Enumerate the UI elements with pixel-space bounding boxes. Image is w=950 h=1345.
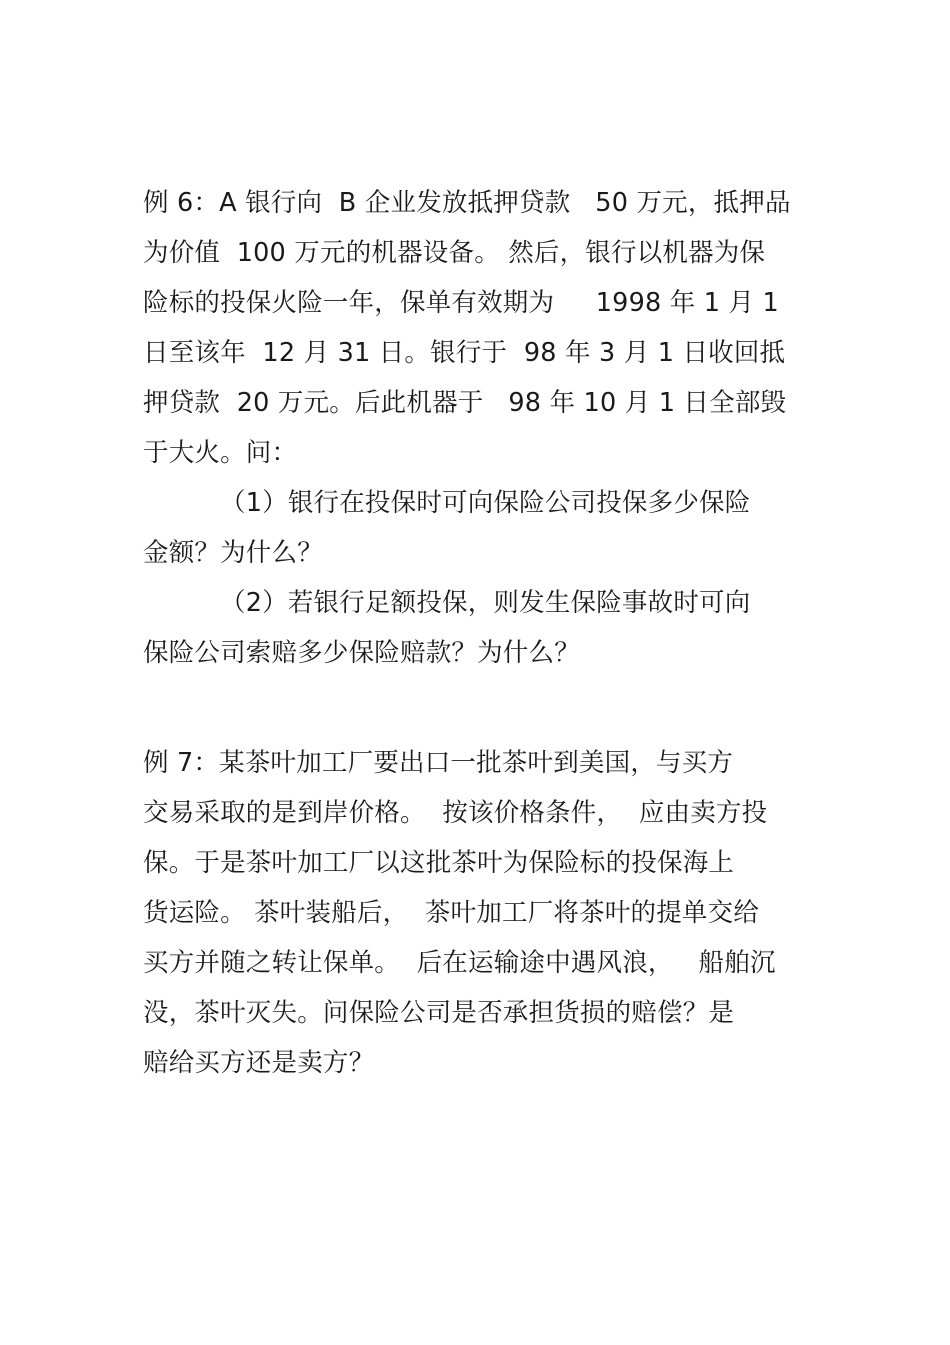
example-7-line-5: 买方并随之转让保单。 后在运输途中遇风浪， 船舶沉	[143, 948, 776, 978]
example-6-line-6: 于大火。问：	[143, 438, 298, 468]
example-6-line-3: 险标的投保火险一年，保单有效期为 1998 年 1 月 1	[143, 288, 779, 318]
example-6-line-10: 保险公司索赔多少保险赔款？为什么？	[143, 638, 580, 668]
example-6-line-5: 押贷款 20 万元。后此机器于 98 年 10 月 1 日全部毁	[143, 388, 787, 418]
example-6-line-2: 为价值 100 万元的机器设备。 然后，银行以机器为保	[143, 238, 766, 268]
example-7-line-4: 货运险。 茶叶装船后， 茶叶加工厂将茶叶的提单交给	[143, 898, 760, 928]
example-7-line-1: 例 7：某茶叶加工厂要出口一批茶叶到美国，与买方	[143, 748, 734, 778]
example-7-line-3: 保。于是茶叶加工厂以这批茶叶为保险标的投保海上	[143, 848, 735, 878]
example-7-line-2: 交易采取的是到岸价格。 按该价格条件， 应由卖方投	[143, 798, 768, 828]
example-6-question-2: （2）若银行足额投保，则发生保险事故时可向	[220, 588, 751, 618]
example-6-line-8: 金额？为什么？	[143, 538, 323, 568]
example-7-line-7: 赔给买方还是卖方？	[143, 1048, 375, 1078]
example-6-question-1: （1）银行在投保时可向保险公司投保多少保险	[220, 488, 751, 518]
example-6-line-4: 日至该年 12 月 31 日。银行于 98 年 3 月 1 日收回抵	[143, 338, 786, 368]
example-7-line-6: 没，茶叶灭失。问保险公司是否承担货损的赔偿？是	[143, 998, 735, 1028]
example-6-line-1: 例 6：A 银行向 B 企业发放抵押贷款 50 万元，抵押品	[143, 188, 791, 218]
